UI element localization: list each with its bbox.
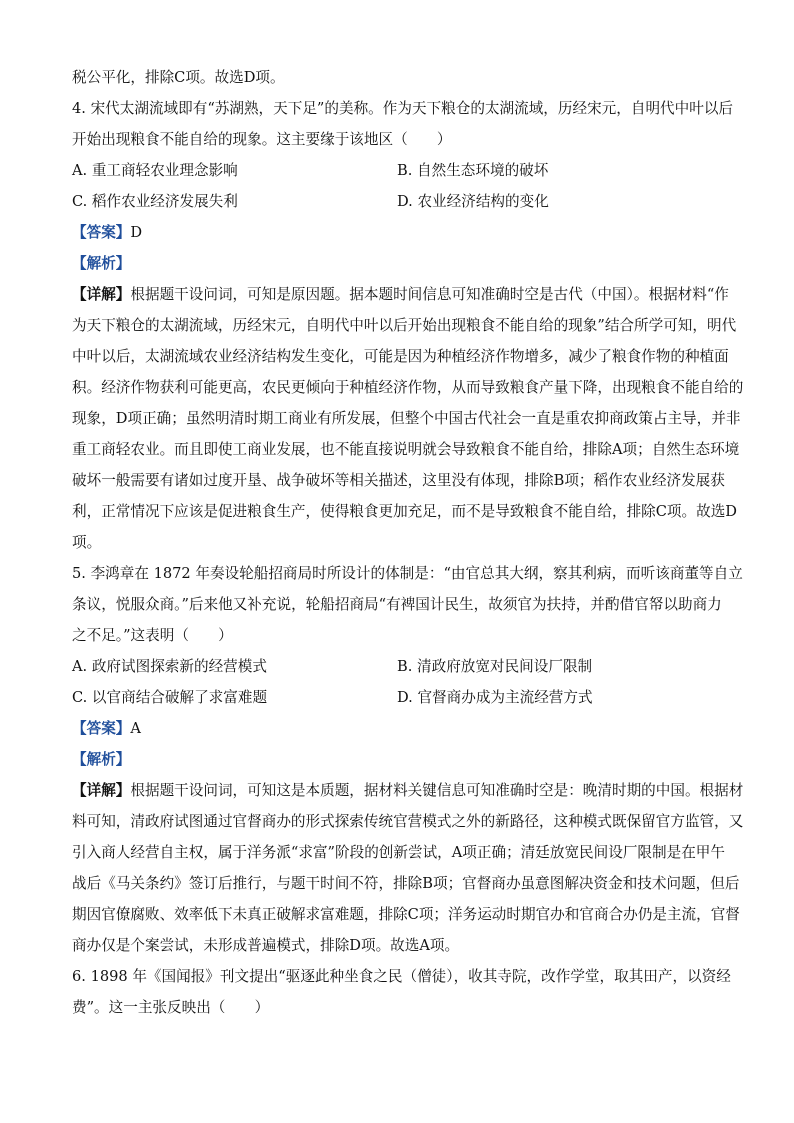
q4-detail-line-6: 重工商轻农业。而且即使工商业发展，也不能直接说明就会导致粮食不能自给，排除A项；自然生态环境 — [72, 441, 740, 458]
q4-option-a: A. 重工商轻农业理念影响 — [72, 162, 238, 179]
q5-options-row-2 — [72, 682, 722, 713]
q4-option-b: B. 自然生态环境的破坏 — [397, 162, 549, 179]
q5-detail-line-6: 商办仅是个案尝试，未形成普遍模式，排除D项。故选A项。 — [72, 937, 460, 954]
q4-detail-line-2: 为天下粮仓的太湖流域，历经宋元，自明代中叶以后开始出现粮食不能自给的现象”结合所学可知，明代 — [72, 317, 737, 334]
q5-stem-line-3: 之不足。”这表明（ ） — [72, 627, 233, 644]
q5-stem-line-2: 条议，悦服众商。”后来他又补充说，轮船招商局“有裨国计民生，故须官为扶持，并酌借官帑以助商力 — [72, 596, 722, 613]
q5-analysis-heading — [72, 744, 722, 775]
q5-stem-line-1: 5. 李鸿章在 1872 年奏设轮船招商局时所设计的体制是：“由官总其大纲，察其利病，而听该商董等自立 — [72, 565, 743, 582]
q5-option-d: D. 官督商办成为主流经营方式 — [397, 689, 593, 706]
q4-detail-text-1: 根据题干设问词，可知是原因题。据本题时间信息可知准确时空是古代（中国）。根据材料“作 — [130, 286, 729, 303]
q4-detail-line-8: 利，正常情况下应该是促进粮食生产，使得粮食更加充足，而不是导致粮食不能自给，排除C项。故选D — [72, 503, 737, 520]
q5-option-b: B. 清政府放宽对民间设厂限制 — [397, 658, 593, 675]
q4-detail-line-3: 中叶以后，太湖流域农业经济结构发生变化，可能是因为种植经济作物增多，减少了粮食作物的种植面 — [72, 348, 729, 365]
q5-detail-label: 【详解】 — [72, 782, 131, 799]
question-4 — [72, 93, 744, 558]
q5-detail-line-5: 期因官僚腐败、效率低下未真正破解求富难题，排除C项；洋务运动时期官办和官商合办仍是主流，官督 — [72, 906, 740, 923]
q4-answer-label: 【答案】 — [72, 224, 131, 241]
q4-analysis-heading — [72, 248, 722, 279]
question-5 — [72, 558, 744, 961]
q4-options-row-1 — [72, 155, 722, 186]
q5-answer — [72, 713, 722, 744]
continuation-text: 税公平化，排除C项。故选D项。 — [72, 69, 285, 86]
q4-detail-line-5: 现象，D项正确；虽然明清时期工商业有所发展，但整个中国古代社会一直是重农抑商政策占主导，并非 — [72, 410, 741, 427]
document-page — [72, 62, 744, 1023]
q4-detail-line-7: 破坏一般需要有诸如过度开垦、战争破坏等相关描述，这里没有体现，排除B项；稻作农业经济发展获 — [72, 472, 725, 489]
q4-detail-line-1 — [72, 279, 729, 310]
q5-analysis-label: 【解析】 — [72, 751, 131, 768]
q5-option-c: C. 以官商结合破解了求富难题 — [72, 689, 268, 706]
q5-answer-value: A — [130, 720, 141, 737]
q4-analysis-label: 【解析】 — [72, 255, 131, 272]
q4-detail-line-4: 积。经济作物获利可能更高，农民更倾向于种植经济作物，从而导致粮食产量下降，出现粮食不能自给的 — [72, 379, 744, 396]
q4-option-c: C. 稻作农业经济发展失利 — [72, 193, 238, 210]
q6-stem-line-1: 6. 1898 年《国闻报》刊文提出“驱逐此种坐食之民（僧徒），收其寺院，改作学堂，取其田产，以资经 — [72, 968, 731, 985]
question-6 — [72, 961, 731, 1023]
q4-stem-line-1: 4. 宋代太湖流域即有“苏湖熟，天下足”的美称。作为天下粮仓的太湖流域，历经宋元，自明代中叶以后 — [72, 100, 734, 117]
q4-answer-value: D — [130, 224, 143, 241]
q4-options-row-2 — [72, 186, 722, 217]
q6-stem-line-2: 费”。这一主张反映出（ ） — [72, 999, 270, 1016]
q5-detail-line-4: 战后《马关条约》签订后推行，与题干时间不符，排除B项；官督商办虽意图解决资金和技术问题，但后 — [72, 875, 740, 892]
q5-detail-text-1: 根据题干设问词，可知这是本质题，据材料关键信息可知准确时空是：晚清时期的中国。根据材 — [130, 782, 744, 799]
q5-options-row-1 — [72, 651, 722, 682]
q4-option-d: D. 农业经济结构的变化 — [397, 193, 549, 210]
q4-stem-line-2: 开始出现粮食不能自给的现象。这主要缘于该地区（ ） — [72, 131, 452, 148]
q5-detail-line-3: 引入商人经营自主权，属于洋务派“求富”阶段的创新尝试，A项正确；清廷放宽民间设厂限制是在甲午 — [72, 844, 725, 861]
q4-detail-line-9: 项。 — [72, 534, 102, 551]
q5-detail-line-1 — [72, 775, 744, 806]
q4-detail-label: 【详解】 — [72, 286, 131, 303]
q5-detail-line-2: 料可知，清政府试图通过官督商办的形式探索传统官营模式之外的新路径，这种模式既保留官方监管，又 — [72, 813, 744, 830]
q5-answer-label: 【答案】 — [72, 720, 131, 737]
q5-option-a: A. 政府试图探索新的经营模式 — [72, 658, 267, 675]
q4-answer — [72, 217, 722, 248]
